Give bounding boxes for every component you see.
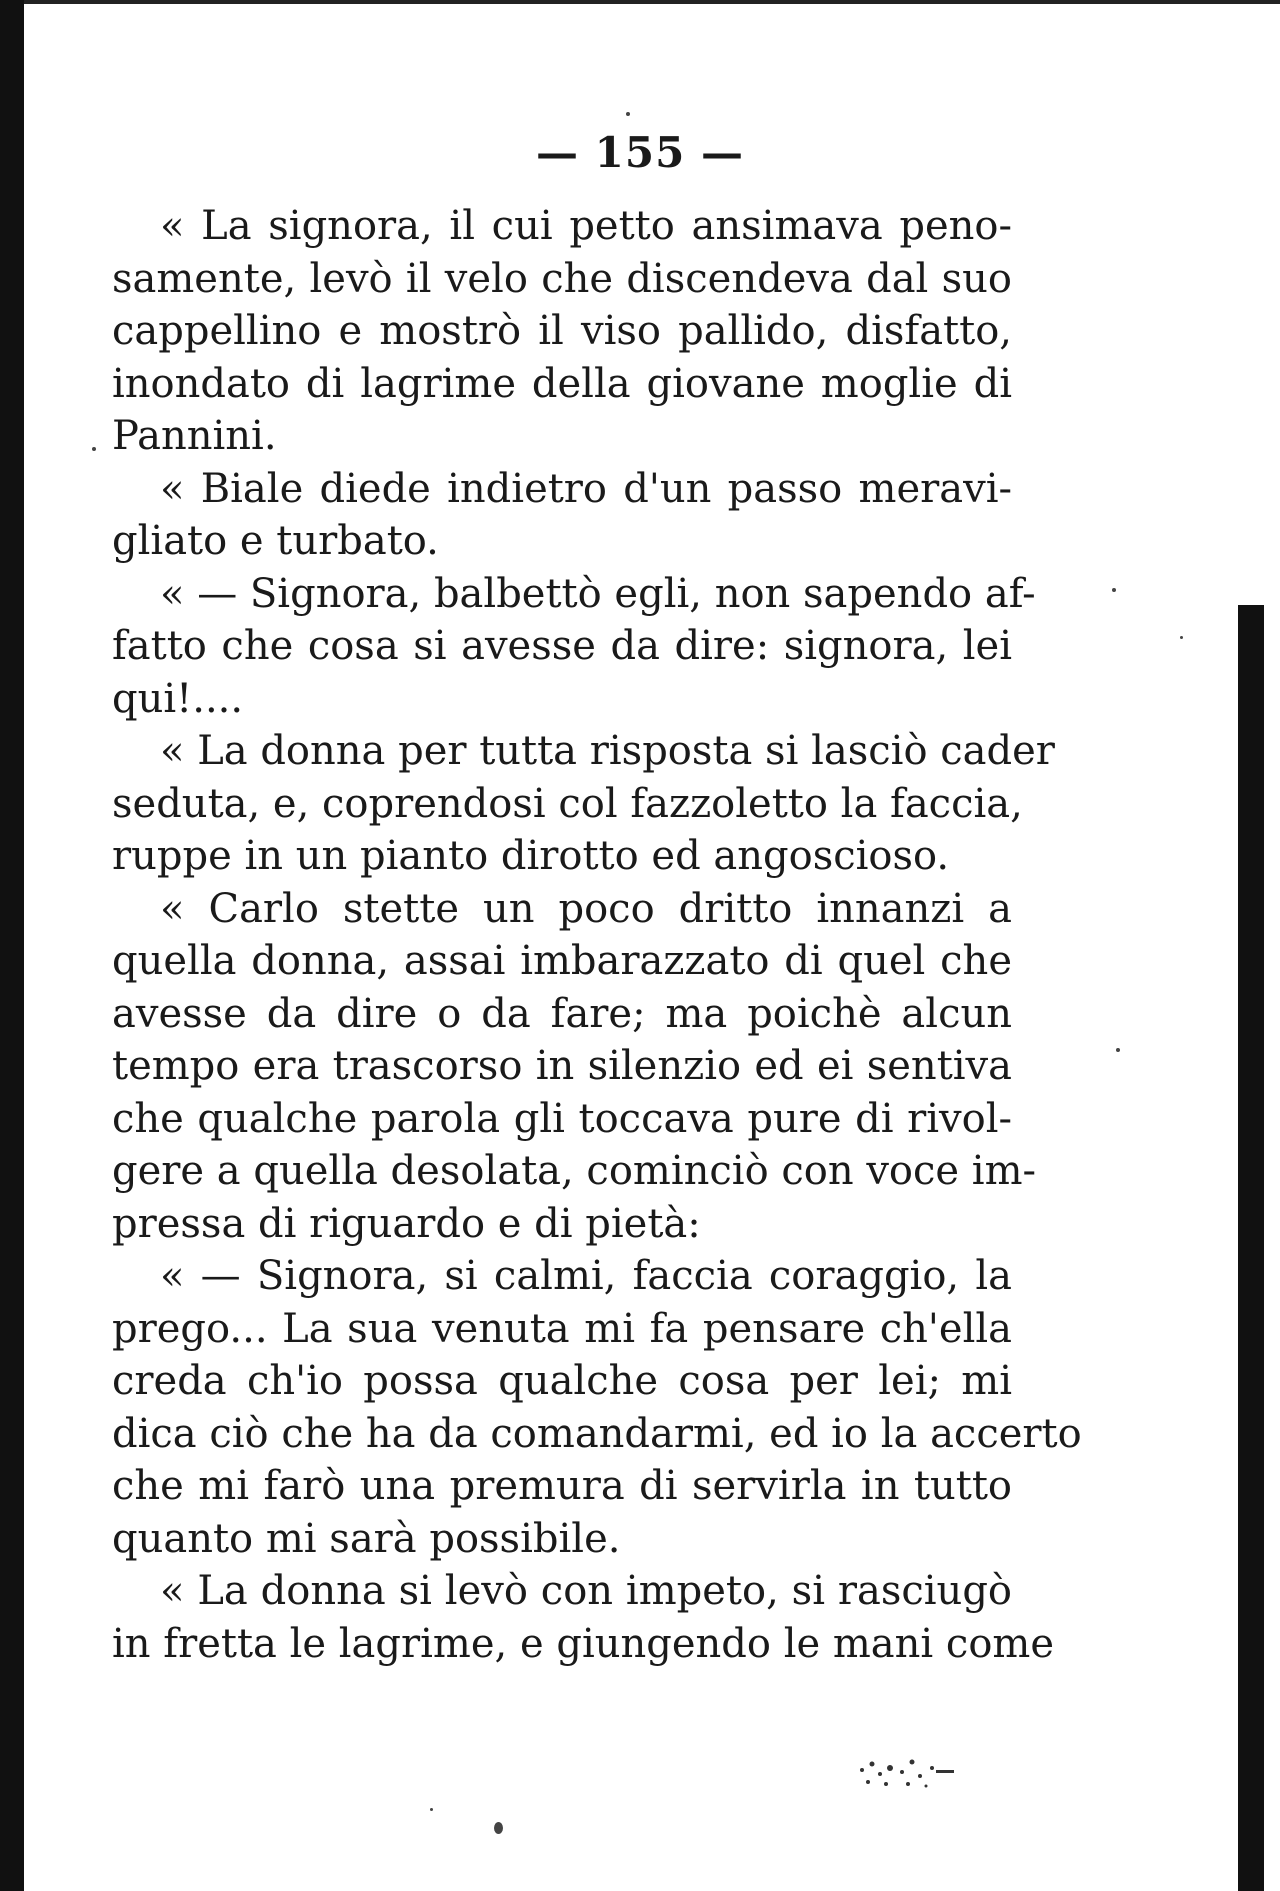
text-line: Pannini.: [112, 413, 277, 459]
text-line: che mi farò una premura di servirla in tutto: [112, 1463, 1012, 1509]
page-number: — 155 —: [536, 128, 744, 177]
left-scan-border: [0, 0, 24, 1891]
text-line: creda ch'io possa qualche cosa per lei; mi: [112, 1358, 1012, 1404]
text-line: prego... La sua venuta mi fa pensare ch'ella: [112, 1305, 1012, 1352]
paragraph: [112, 883, 1037, 1251]
text-line: seduta, e, coprendosi col fazzoletto la faccia,: [112, 780, 1023, 827]
text-line: samente, levò il velo che discendeva dal suo: [112, 255, 1012, 302]
ink-speck: [1180, 636, 1183, 639]
text-line: avesse da dire o da fare; ma poichè alcun: [112, 990, 1012, 1037]
text-line: gere a quella desolata, cominciò con voce im-: [112, 1148, 1037, 1194]
right-scan-border: [1238, 605, 1264, 1891]
text-line: quanto mi sarà possibile.: [112, 1515, 621, 1562]
text-line: qui!....: [112, 675, 244, 722]
text-line: « Biale diede indietro d'un passo meravi-: [160, 465, 1012, 512]
text-line: « Carlo stette un poco dritto innanzi a: [160, 885, 1012, 932]
ink-speck: [1116, 1048, 1120, 1052]
ink-speck: [626, 112, 630, 116]
ink-speck: [92, 447, 96, 451]
text-line: dica ciò che ha da comandarmi, ed io la accerto: [112, 1410, 1082, 1457]
text-line: « La donna per tutta risposta si lasciò cader: [160, 728, 1055, 774]
ink-speck: [494, 1822, 503, 1834]
text-line: gliato e turbato.: [112, 518, 439, 564]
text-line: quella donna, assai imbarazzato di quel che: [112, 938, 1012, 984]
text-line: ruppe in un pianto dirotto ed angoscioso.: [112, 833, 950, 879]
paragraph: [112, 568, 1036, 726]
text-line: « La donna si levò con impeto, si rasciugò: [160, 1568, 1012, 1614]
paragraph: [112, 1565, 1055, 1670]
text-line: fatto che cosa si avesse da dire: signora, lei: [112, 623, 1012, 669]
paragraph: [112, 725, 1055, 883]
text-line: « — Signora, si calmi, faccia coraggio, la: [160, 1253, 1012, 1299]
text-line: pressa di riguardo e di pietà:: [112, 1200, 701, 1247]
text-line: inondato di lagrime della giovane moglie di: [112, 360, 1012, 407]
text-line: che qualche parola gli toccava pure di rivol-: [112, 1095, 1012, 1142]
ink-speck: [430, 1808, 433, 1811]
printer-ornament-icon: [850, 1750, 970, 1800]
text-line: « — Signora, balbettò egli, non sapendo af-: [160, 570, 1036, 617]
text-line: cappellino e mostrò il viso pallido, disfatto,: [112, 308, 1012, 354]
page-text: [112, 200, 1082, 1670]
ink-speck: [1112, 588, 1116, 592]
paragraph: [112, 200, 1012, 463]
text-line: « La signora, il cui petto ansimava peno-: [160, 203, 1012, 249]
paragraph: [112, 463, 1012, 568]
paragraph: [112, 1250, 1082, 1565]
text-line: in fretta le lagrime, e giungendo le mani come: [112, 1620, 1055, 1667]
top-edge-rule: [0, 0, 1280, 4]
text-line: tempo era trascorso in silenzio ed ei sentiva: [112, 1043, 1012, 1089]
